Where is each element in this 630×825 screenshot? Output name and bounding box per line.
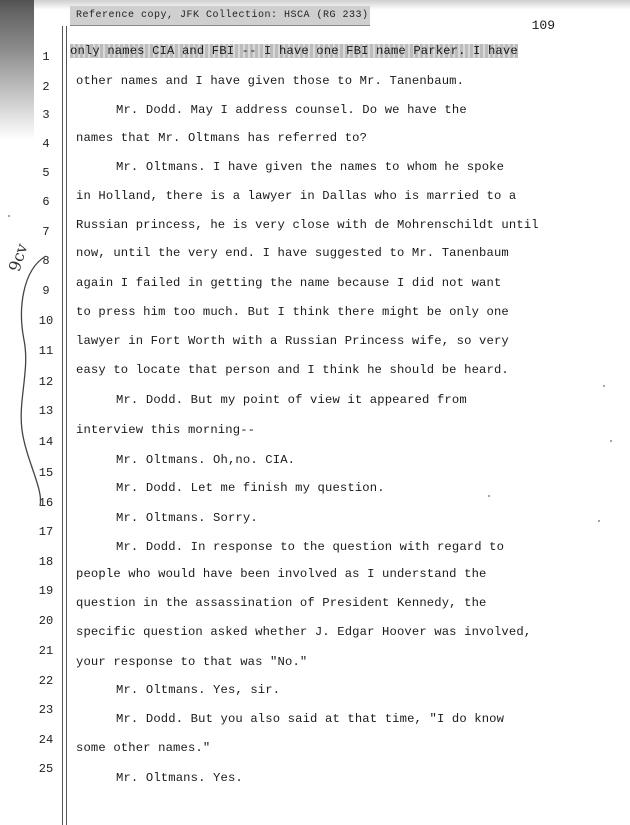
transcript-line: Mr. Dodd. But you also said at that time, "I do know: [116, 712, 505, 726]
transcript-line: easy to locate that person and I think he should be heard.: [76, 363, 509, 377]
transcript-line: question in the assassination of President Kennedy, the: [76, 596, 487, 610]
scan-speck: [598, 520, 600, 522]
line-number: 17: [38, 525, 54, 539]
reference-copy-stamp: Reference copy, JFK Collection: HSCA (RG 233): [70, 6, 370, 26]
transcript-line: specific question asked whether J. Edgar Hoover was involved,: [76, 625, 532, 639]
transcript-line: Mr. Oltmans. Yes.: [116, 771, 243, 785]
transcript-line: your response to that was "No.": [76, 655, 308, 669]
line-number: 15: [38, 466, 54, 480]
transcript-line: Mr. Dodd. In response to the question with regard to: [116, 540, 505, 554]
transcript-line: interview this morning--: [76, 423, 256, 437]
line-number: 9: [42, 284, 50, 298]
scan-speck: [610, 440, 612, 442]
margin-rule: [66, 26, 67, 825]
line-number: 7: [42, 225, 50, 239]
transcript-line: again I failed in getting the name because I did not want: [76, 276, 502, 290]
line-number: 2: [42, 80, 50, 94]
line-number: 21: [38, 644, 54, 658]
transcript-line: Mr. Oltmans. Oh,no. CIA.: [116, 453, 296, 467]
line-number: 24: [38, 733, 54, 747]
line-number: 20: [38, 614, 54, 628]
line-number: 23: [38, 703, 54, 717]
transcript-line: now, until the very end. I have suggested to Mr. Tanenbaum: [76, 246, 509, 260]
page-number: 109: [531, 18, 555, 33]
line-number: 19: [38, 584, 54, 598]
line-number: 6: [42, 195, 50, 209]
line-number: 13: [38, 404, 54, 418]
line-number: 3: [42, 108, 50, 122]
line-number: 11: [38, 344, 54, 358]
line-number: 18: [38, 555, 54, 569]
line-number: 16: [38, 496, 54, 510]
transcript-line: Russian princess, he is very close with de Mohrenschildt until: [76, 218, 539, 232]
handwritten-bracket: [14, 250, 64, 510]
transcript-line: lawyer in Fort Worth with a Russian Princess wife, so very: [76, 334, 509, 348]
scan-speck: [488, 495, 490, 497]
transcript-line: Mr. Dodd. Let me finish my question.: [116, 481, 385, 495]
transcript-line: to press him too much. But I think there might be only one: [76, 305, 509, 319]
transcript-line: Mr. Oltmans. Sorry.: [116, 511, 258, 525]
scan-speck: [8, 215, 10, 217]
line-number: 1: [42, 50, 50, 64]
transcript-line: only names CIA and FBI -- I have one FBI name Parker. I have: [70, 44, 518, 58]
line-number: 12: [38, 375, 54, 389]
line-number: 10: [38, 314, 54, 328]
handwritten-note: 9cv: [4, 241, 32, 274]
scan-left-shadow: [0, 0, 34, 140]
line-number: 5: [42, 166, 50, 180]
line-number: 4: [42, 137, 50, 151]
transcript-line: Mr. Oltmans. Yes, sir.: [116, 683, 281, 697]
line-number: 22: [38, 674, 54, 688]
transcript-line: names that Mr. Oltmans has referred to?: [76, 131, 368, 145]
scan-speck: [603, 385, 605, 387]
transcript-line: in Holland, there is a lawyer in Dallas who is married to a: [76, 189, 517, 203]
transcript-line: some other names.": [76, 741, 211, 755]
transcript-line: Mr. Oltmans. I have given the names to whom he spoke: [116, 160, 505, 174]
line-number: 25: [38, 762, 54, 776]
transcript-line: other names and I have given those to Mr. Tanenbaum.: [76, 74, 465, 88]
line-number: 14: [38, 435, 54, 449]
transcript-line: Mr. Dodd. May I address counsel. Do we have the: [116, 103, 467, 117]
transcript-line: people who would have been involved as I understand the: [76, 567, 487, 581]
transcript-line: Mr. Dodd. But my point of view it appeared from: [116, 393, 467, 407]
line-number: 8: [42, 254, 50, 268]
